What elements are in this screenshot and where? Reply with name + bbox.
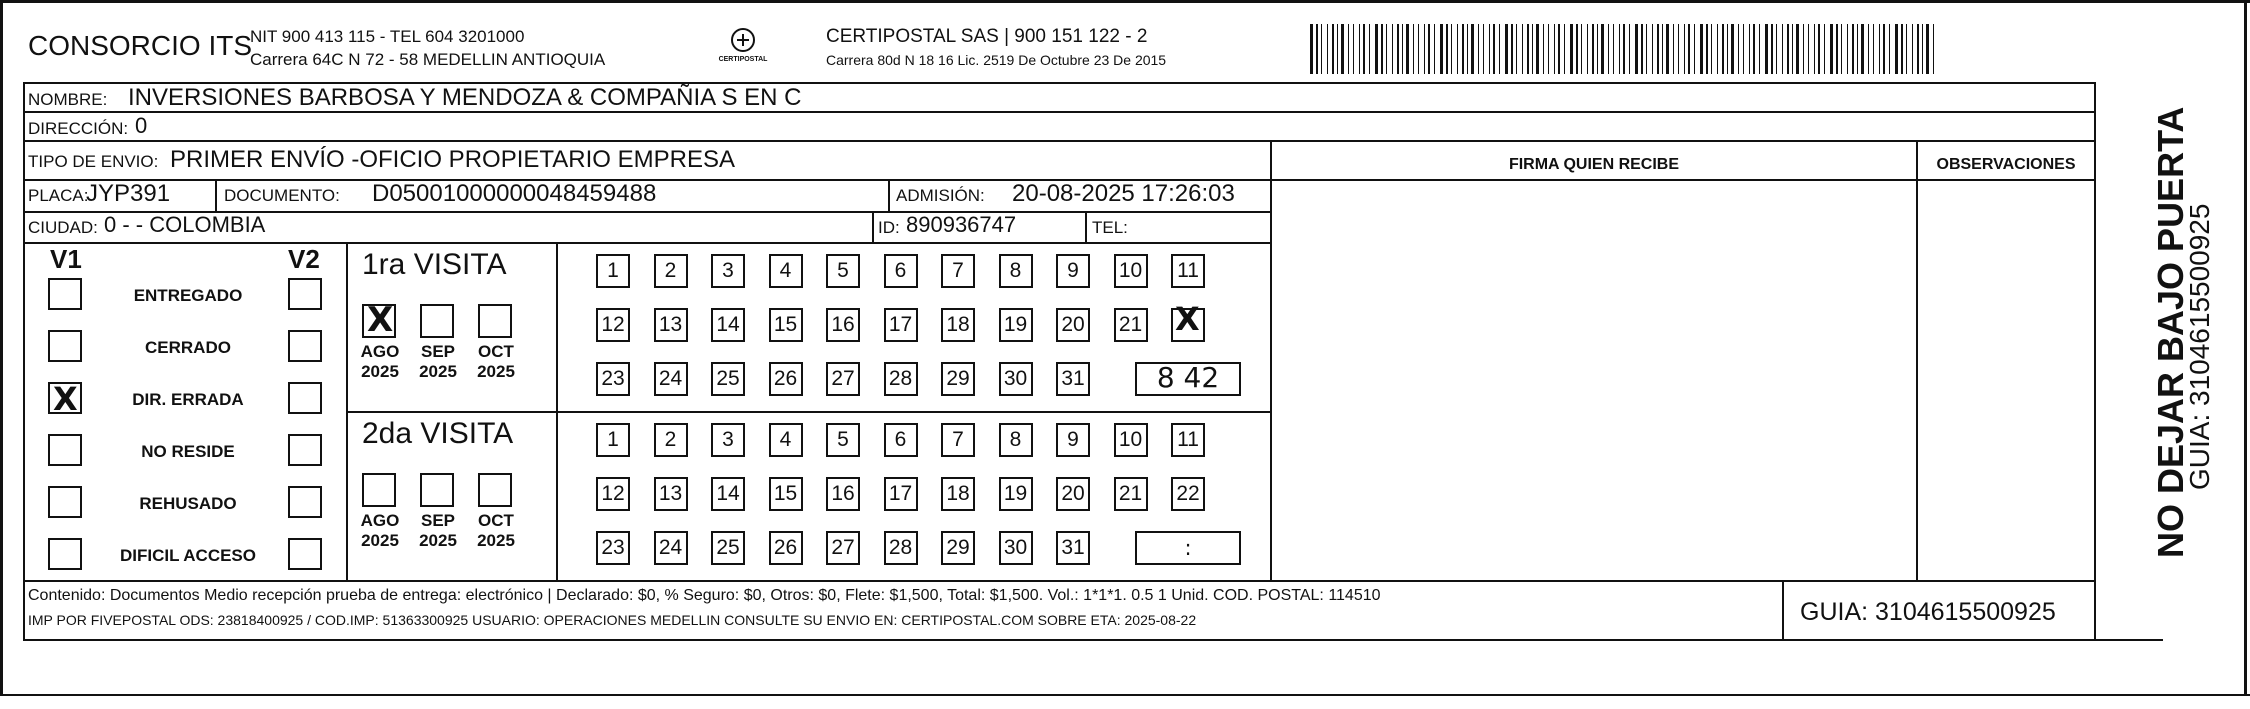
day-box[interactable]: 4: [769, 423, 803, 457]
status-label: DIFICIL ACCESO: [119, 546, 256, 565]
documento-label: DOCUMENTO:: [224, 186, 340, 205]
day-box[interactable]: 6: [884, 423, 918, 457]
footer-imp: IMP POR FIVEPOSTAL ODS: 23818400925 / COD.IMP: 51363300925 USUARIO: OPERACIONES MEDELLIN CONSULTE SU ENVIO EN: CERTIPOSTAL.COM SOBRE ETA: 2025-08-22: [28, 612, 1197, 628]
check-mark: X: [53, 380, 78, 418]
company-address: Carrera 64C N 72 - 58 MEDELLIN ANTIOQUIA: [250, 50, 606, 69]
day-box[interactable]: 20: [1056, 308, 1090, 342]
v2-checkbox[interactable]: [288, 278, 322, 310]
day-box[interactable]: 29: [941, 362, 975, 396]
visit-title: 2da VISITA: [362, 417, 514, 450]
col-divider-form: [1270, 140, 1272, 580]
day-box[interactable]: 29: [941, 531, 975, 565]
v1-checkbox[interactable]: [48, 434, 82, 466]
day-box[interactable]: 7: [941, 254, 975, 288]
firma-header: FIRMA QUIEN RECIBE: [1508, 156, 1680, 173]
certipostal-address: Carrera 80d N 18 16 Lic. 2519 De Octubre 23 De 2015: [826, 52, 1167, 68]
v2-checkbox[interactable]: [288, 330, 322, 362]
v2-checkbox[interactable]: [288, 538, 322, 570]
day-box[interactable]: 3: [711, 254, 745, 288]
month-checkbox[interactable]: [420, 473, 454, 507]
day-box[interactable]: 12: [596, 308, 630, 342]
side-guia: GUIA: 3104615500925: [2184, 203, 2215, 490]
check-mark: X: [367, 300, 394, 340]
status-label: NO RESIDE: [141, 442, 235, 461]
visit-divider-h: [346, 411, 1271, 413]
footer-guia: GUIA: 3104615500925: [1800, 598, 2056, 626]
day-box[interactable]: [1171, 300, 1205, 342]
no-dejar-warning: NO DEJAR BAJO PUERTA: [2150, 106, 2191, 558]
status-label: ENTREGADO: [133, 286, 243, 305]
admision-value: 20-08-2025 17:26:03: [1012, 180, 1235, 207]
day-box[interactable]: 5: [826, 423, 860, 457]
day-box[interactable]: 24: [654, 531, 688, 565]
footer-contenido: Contenido: Documentos Medio recepción prueba de entrega: electrónico | Declarado: $0, % Seguro: $0, Otros: $0, Flete: $1,500, Total: $1,500. Vol.: 1*1*1. 0.5 1 Unid. COD. POSTAL: 114510: [28, 587, 1381, 604]
day-box[interactable]: 23: [596, 362, 630, 396]
tel-label: TEL:: [1092, 218, 1128, 237]
ciudad-value: 0 - - COLOMBIA: [104, 212, 266, 237]
day-box[interactable]: 31: [1056, 531, 1090, 565]
day-box[interactable]: 24: [654, 362, 688, 396]
status-label: REHUSADO: [139, 494, 237, 513]
guia-divider: [1782, 581, 1784, 639]
documento-value: D05001000000048459488: [372, 180, 657, 207]
v1-checkbox[interactable]: [48, 380, 82, 418]
day-box[interactable]: 26: [769, 362, 803, 396]
v2-checkbox[interactable]: [288, 382, 322, 414]
day-box[interactable]: 11: [1171, 423, 1205, 457]
day-box[interactable]: 15: [769, 308, 803, 342]
day-box[interactable]: 8: [999, 254, 1033, 288]
v1-header: V1: [50, 244, 82, 274]
day-box[interactable]: 11: [1171, 254, 1205, 288]
day-box[interactable]: 21: [1114, 308, 1148, 342]
day-box[interactable]: 23: [596, 531, 630, 565]
month-label: OCT 2025: [477, 342, 515, 381]
tipo-label: TIPO DE ENVIO:: [28, 152, 159, 171]
v1-checkbox[interactable]: [48, 486, 82, 518]
footer-divider: [23, 580, 2095, 582]
company-name: CONSORCIO ITS: [28, 30, 253, 61]
id-divider: [872, 213, 874, 242]
status-label: CERRADO: [145, 338, 231, 357]
month-checkbox[interactable]: [420, 304, 454, 338]
barcode: [1310, 24, 1940, 74]
day-box[interactable]: 17: [884, 477, 918, 511]
placa-divider: [215, 181, 217, 211]
frame-left: [0, 0, 3, 695]
day-box[interactable]: 13: [654, 308, 688, 342]
v2-checkbox[interactable]: [288, 434, 322, 466]
day-box[interactable]: 21: [1114, 477, 1148, 511]
day-box[interactable]: 14: [711, 477, 745, 511]
day-box[interactable]: 2: [654, 423, 688, 457]
direccion-value: 0: [135, 113, 148, 138]
day-box[interactable]: 20: [1056, 477, 1090, 511]
observaciones-header: OBSERVACIONES: [1936, 156, 2076, 173]
visit-title: 1ra VISITA: [362, 248, 507, 281]
month-label: AGO 2025: [360, 511, 400, 550]
time-box[interactable]: :: [1135, 531, 1241, 565]
day-box[interactable]: 16: [826, 477, 860, 511]
day-box[interactable]: 6: [884, 254, 918, 288]
month-checkbox[interactable]: [362, 473, 396, 507]
day-box[interactable]: 8: [999, 423, 1033, 457]
day-box[interactable]: 30: [999, 362, 1033, 396]
day-box[interactable]: 10: [1114, 254, 1148, 288]
day-box[interactable]: 26: [769, 531, 803, 565]
day-box[interactable]: 1: [596, 254, 630, 288]
month-label: SEP 2025: [419, 342, 457, 381]
day-box[interactable]: 25: [711, 531, 745, 565]
frame-right: [2244, 0, 2247, 695]
v2-header: V2: [288, 244, 320, 274]
day-box[interactable]: 22: [1171, 477, 1205, 511]
v1-checkbox[interactable]: [48, 278, 82, 310]
day-box[interactable]: 13: [654, 477, 688, 511]
check-mark: X: [1175, 300, 1200, 338]
day-box[interactable]: 5: [826, 254, 860, 288]
month-checkbox[interactable]: [478, 304, 512, 338]
day-box[interactable]: 30: [999, 531, 1033, 565]
day-box[interactable]: 9: [1056, 254, 1090, 288]
table-left: [23, 82, 25, 640]
tipo-value: PRIMER ENVÍO -OFICIO PROPIETARIO EMPRESA: [170, 146, 735, 173]
frame-bottom: [0, 694, 2250, 696]
v1-checkbox[interactable]: [48, 538, 82, 570]
day-box[interactable]: 19: [999, 308, 1033, 342]
status-label: DIR. ERRADA: [132, 390, 244, 409]
day-box[interactable]: 27: [826, 362, 860, 396]
month-checkbox[interactable]: [478, 473, 512, 507]
id-value: 890936747: [906, 212, 1017, 237]
day-box[interactable]: 18: [941, 308, 975, 342]
month-checkbox[interactable]: [362, 300, 396, 340]
day-box[interactable]: 18: [941, 477, 975, 511]
nombre-label: NOMBRE:: [28, 90, 108, 109]
day-box[interactable]: 17: [884, 308, 918, 342]
day-box[interactable]: 15: [769, 477, 803, 511]
ciudad-label: CIUDAD:: [28, 218, 98, 237]
day-box[interactable]: 19: [999, 477, 1033, 511]
month-label: AGO 2025: [360, 342, 400, 381]
day-box[interactable]: 25: [711, 362, 745, 396]
company-nit: NIT 900 413 115 - TEL 604 3201000: [250, 27, 525, 46]
day-box[interactable]: 4: [769, 254, 803, 288]
certipostal-info: CERTIPOSTAL SAS | 900 151 122 - 2: [826, 26, 1148, 47]
v2-checkbox[interactable]: [288, 486, 322, 518]
day-box[interactable]: 27: [826, 531, 860, 565]
month-label: SEP 2025: [419, 511, 457, 550]
day-box[interactable]: 3: [711, 423, 745, 457]
day-box[interactable]: 12: [596, 477, 630, 511]
day-box[interactable]: 10: [1114, 423, 1148, 457]
time-box[interactable]: 8 42: [1135, 362, 1241, 396]
admision-label: ADMISIÓN:: [896, 186, 985, 205]
direccion-label: DIRECCIÓN:: [28, 119, 129, 138]
frame-top: [0, 0, 2250, 3]
nombre-value: INVERSIONES BARBOSA Y MENDOZA & COMPAÑIA S EN C: [128, 84, 802, 111]
id-label: ID:: [878, 218, 900, 237]
row-divider-2: [23, 140, 2095, 142]
day-box[interactable]: 1: [596, 423, 630, 457]
col-divider-obs: [1916, 140, 1918, 580]
table-bottom: [23, 639, 2163, 641]
logo-caption: CERTIPOSTAL: [718, 56, 768, 63]
admision-divider: [888, 181, 890, 211]
table-right: [2094, 82, 2096, 640]
day-box[interactable]: 9: [1056, 423, 1090, 457]
day-box[interactable]: 7: [941, 423, 975, 457]
day-box[interactable]: 31: [1056, 362, 1090, 396]
day-box[interactable]: 28: [884, 531, 918, 565]
day-box[interactable]: 14: [711, 308, 745, 342]
month-label: OCT 2025: [477, 511, 515, 550]
tel-divider: [1085, 213, 1087, 242]
row-divider-5: [23, 242, 1271, 244]
day-box[interactable]: 16: [826, 308, 860, 342]
day-box[interactable]: 2: [654, 254, 688, 288]
certipostal-logo: [708, 24, 778, 74]
day-box[interactable]: 28: [884, 362, 918, 396]
v1-checkbox[interactable]: [48, 330, 82, 362]
placa-value: JYP391: [86, 180, 171, 207]
placa-label: PLACA:: [28, 186, 89, 205]
